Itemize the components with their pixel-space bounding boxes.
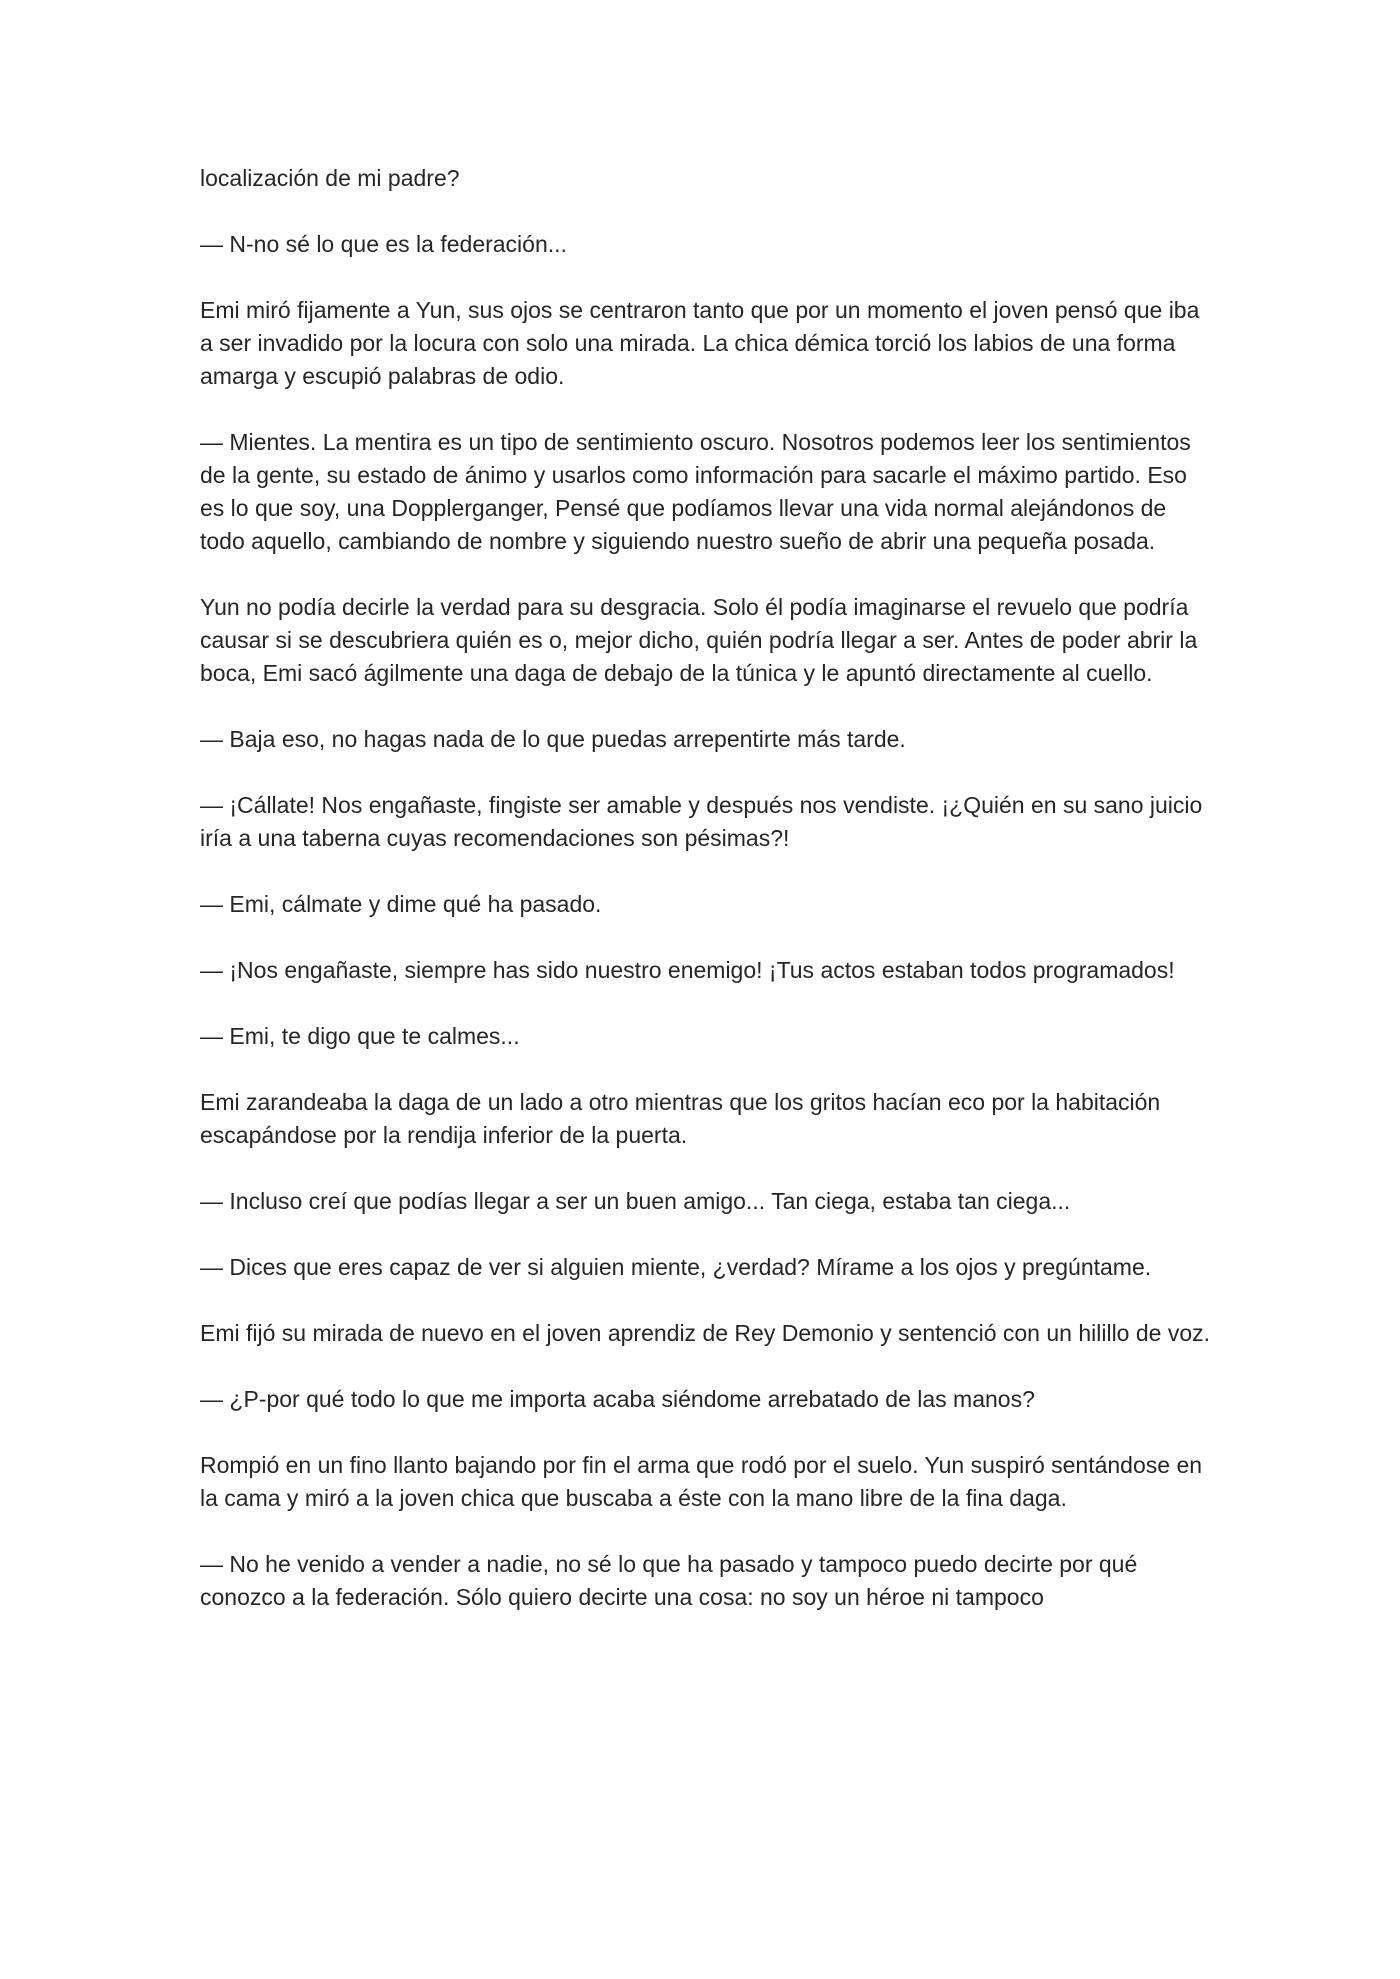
paragraph: — Emi, cálmate y dime qué ha pasado. [200,891,602,917]
paragraph: — N-no sé lo que es la federación... [200,231,567,257]
paragraph: — Dices que eres capaz de ver si alguien miente, ¿verdad? Mírame a los ojos y pregúntame. [200,1254,1152,1280]
paragraph: — Emi, te digo que te calmes... [200,1023,520,1049]
document-page [200,162,1210,1614]
paragraph: Emi fijó su mirada de nuevo en el joven aprendiz de Rey Demonio y sentenció con un hilillo de voz. [200,1320,1211,1346]
paragraph: Rompió en un fino llanto bajando por fin el arma que rodó por el suelo. Yun suspiró sentándose en la cama y miró a la joven chica que buscaba a éste con la mano libre de la fina daga. [200,1452,1203,1511]
paragraph: — ¿P-por qué todo lo que me importa acaba siéndome arrebatado de las manos? [200,1386,1035,1412]
paragraph: — No he venido a vender a nadie, no sé lo que ha pasado y tampoco puedo decirte por qué conozco a la federación. Sólo quiero decirte una cosa: no soy un héroe ni tampoco [200,1551,1138,1610]
paragraph: Emi zarandeaba la daga de un lado a otro mientras que los gritos hacían eco por la habitación escapándose por la rendija inferior de la puerta. [200,1089,1161,1148]
paragraph: Emi miró fijamente a Yun, sus ojos se centraron tanto que por un momento el joven pensó que iba a ser invadido por la locura con solo una mirada. La chica démica torció los labios de una forma amarga y escupió palabras de odio. [200,297,1200,389]
paragraph: — ¡Nos engañaste, siempre has sido nuestro enemigo! ¡Tus actos estaban todos programados! [200,957,1175,983]
paragraph: — Baja eso, no hagas nada de lo que puedas arrepentirte más tarde. [200,726,906,752]
paragraph: — Incluso creí que podías llegar a ser un buen amigo... Tan ciega, estaba tan ciega... [200,1188,1071,1214]
paragraph: localización de mi padre? [200,165,460,191]
paragraph: — Mientes. La mentira es un tipo de sentimiento oscuro. Nosotros podemos leer los sentimientos de la gente, su estado de ánimo y usarlos como información para sacarle el máximo partido. Eso es lo que soy, una Dopplerganger, Pensé que podíamos llevar una vida normal alejándonos de todo aquello, cambiando de nombre y siguiendo nuestro sueño de abrir una pequeña posada. [200,429,1191,554]
paragraph: Yun no podía decirle la verdad para su desgracia. Solo él podía imaginarse el revuelo que podría causar si se descubriera quién es o, mejor dicho, quién podría llegar a ser. Antes de poder abrir la boca, Emi sacó ágilmente una daga de debajo de la túnica y le apuntó directamente al cuello. [200,594,1198,686]
paragraph: — ¡Cállate! Nos engañaste, fingiste ser amable y después nos vendiste. ¡¿Quién en su sano juicio iría a una taberna cuyas recomendaciones son pésimas?! [200,792,1203,851]
